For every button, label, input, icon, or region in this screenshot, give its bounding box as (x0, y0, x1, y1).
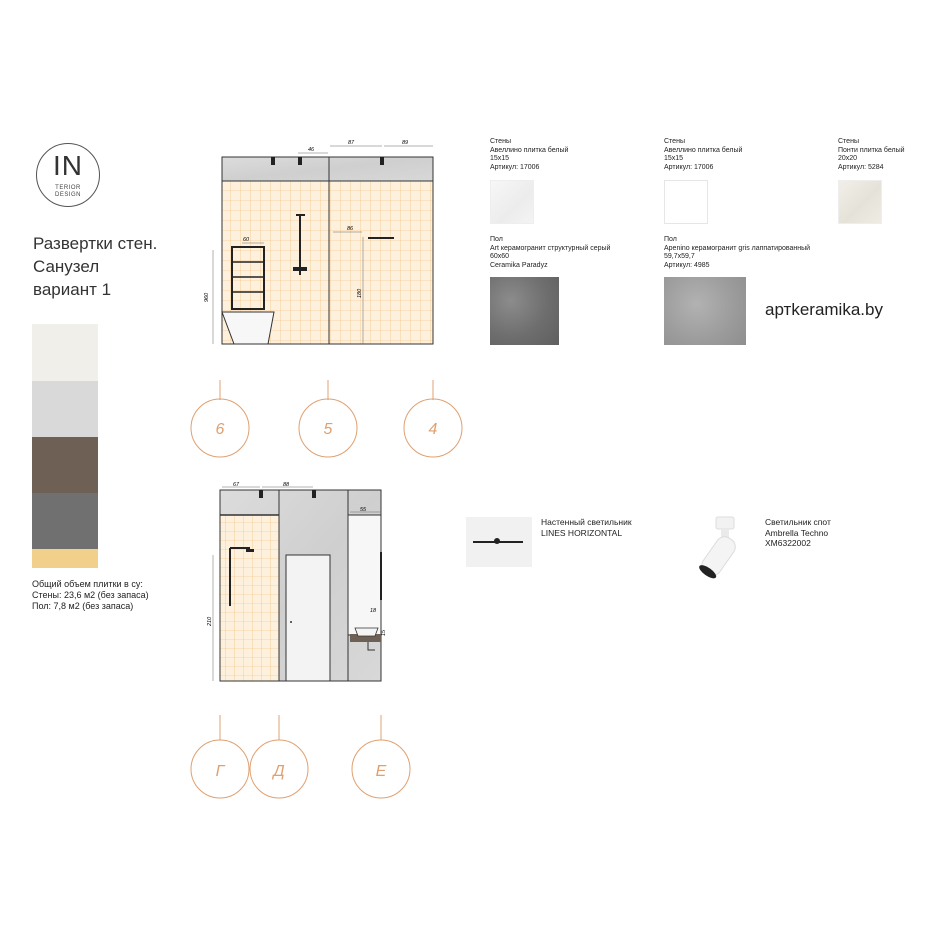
title-line-3: вариант 1 (33, 280, 112, 299)
material-4-name: Art керамогранит структурный серый (490, 244, 611, 252)
dim-label: 60 (243, 237, 250, 243)
material-1-name: Авеллино плитка белый (490, 146, 569, 154)
dim-label: 86 (347, 226, 354, 232)
spot-light-line-1: Светильник спот (765, 517, 831, 527)
material-1-article: Артикул: 17006 (490, 163, 540, 171)
dim-label: 18 (370, 608, 377, 614)
material-4-article: Ceramika Paradyz (490, 261, 548, 269)
dim-label: 89 (402, 140, 409, 146)
axis-label: 6 (215, 421, 225, 438)
dim-label: 55 (360, 507, 367, 513)
material-1-category: Стены (490, 138, 511, 145)
axis-label: 4 (428, 421, 438, 438)
dim-label: 180 (357, 288, 363, 298)
material-4-size: 60x60 (490, 253, 510, 260)
elevation-top (191, 140, 462, 457)
logo-line-1: TERIOR (55, 185, 81, 191)
material-2-category: Стены (664, 138, 685, 145)
dim-label: 46 (308, 147, 315, 153)
summary-line-3: Пол: 7,8 м2 (без запаса) (32, 601, 134, 611)
material-4-category: Пол (490, 236, 503, 243)
dim-label: 960 (204, 292, 210, 302)
logo-mark: IN (53, 150, 83, 181)
spot-light-line-2: Ambrella Techno (765, 527, 829, 538)
wall-light-line-1: Настенный светильник (541, 517, 632, 527)
material-3-category: Стены (838, 138, 859, 145)
dim-label: 87 (348, 140, 355, 146)
summary-line-1: Общий объем плитки в су: (32, 579, 143, 589)
material-5-category: Пол (664, 236, 677, 243)
dim-label: 15 (381, 629, 387, 636)
dim-label: 210 (207, 616, 213, 626)
summary-line-2: Стены: 23,6 м2 (без запаса) (32, 590, 149, 600)
logo-line-2: DESIGN (54, 192, 81, 198)
material-5-article: Артикул: 4985 (664, 261, 710, 269)
material-2-size: 15x15 (664, 155, 684, 162)
material-2-name: Авеллино плитка белый (664, 146, 743, 154)
material-5-name: Apenino керамогранит gris лаппатированный (664, 244, 811, 252)
material-2-article: Артикул: 17006 (664, 163, 714, 171)
spot-light-line-3: XM6322002 (765, 538, 811, 548)
axis-label: Г (215, 763, 225, 780)
material-3-article: Артикул: 5284 (838, 163, 884, 171)
material-1-size: 15x15 (490, 155, 510, 162)
title-line-1: Развертки стен. (33, 234, 158, 253)
axis-label: 5 (323, 421, 333, 438)
dim-label: 88 (283, 482, 290, 488)
material-3-name: Понти плитка белый (838, 146, 905, 154)
axis-label: Д (273, 763, 285, 780)
material-5-size: 59,7x59,7 (664, 253, 695, 260)
material-3-size: 20x20 (838, 155, 858, 162)
wall-light-line-2: LINES HORIZONTAL (541, 527, 623, 538)
elevation-bottom (191, 482, 410, 798)
site-label: артkeramika.by (765, 300, 883, 319)
dim-label: 67 (233, 482, 240, 488)
axis-label: Е (375, 763, 387, 780)
title-line-2: Санузел (33, 257, 100, 276)
